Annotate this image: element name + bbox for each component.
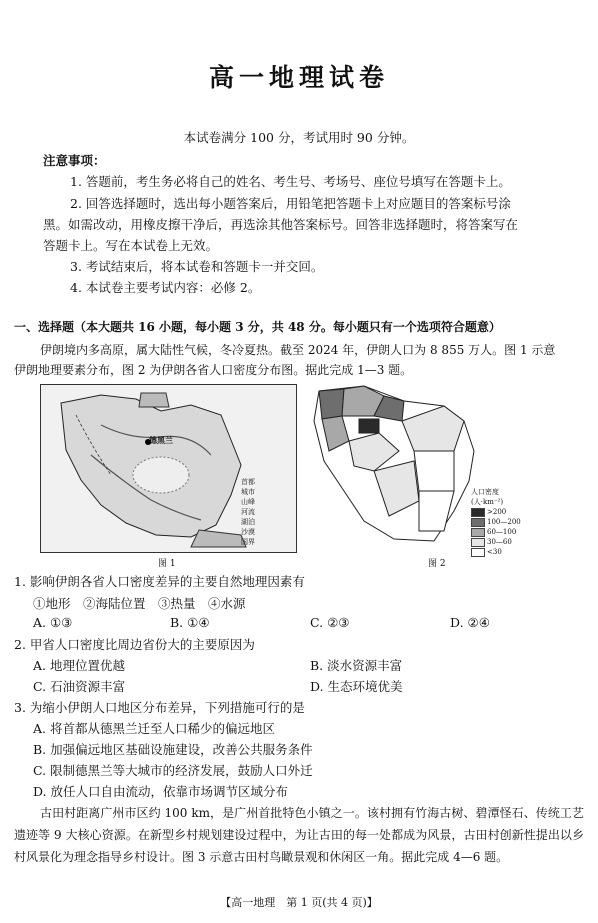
legend-item: 国界 xyxy=(241,538,255,546)
legend-item: 首都 xyxy=(241,478,255,486)
figure-2-legend xyxy=(471,487,521,557)
notice-line-4: 4. 本试卷主要考试内容：必修 2。 xyxy=(70,280,261,295)
legend-swatch xyxy=(471,548,485,557)
page-title: 高一地理试卷 xyxy=(208,63,389,92)
question-1-option-d: D. ②④ xyxy=(450,615,490,630)
question-1-option-b: B. ①④ xyxy=(170,615,210,630)
legend-item: <30 xyxy=(471,547,521,557)
question-3-stem: 3. 为缩小伊朗人口地区分布差异，下列措施可行的是 xyxy=(14,700,305,715)
question-3-option-b: B. 加强偏远地区基础设施建设，改善公共服务条件 xyxy=(33,742,313,757)
question-2-option-d: D. 生态环境优美 xyxy=(310,679,403,694)
figure-1-caption: 图 1 xyxy=(158,559,176,569)
exam-intro: 本试卷满分 100 分，考试用时 90 分钟。 xyxy=(183,130,415,145)
legend-swatch xyxy=(471,508,485,517)
legend-swatch xyxy=(471,538,485,547)
notice-heading: 注意事项： xyxy=(43,153,106,168)
passage-2: 古田村距离广州市区约 100 km，是广州首批特色小镇之一。该村拥有竹海古树、碧潭怪石、传统工艺遗迹等 9 大核心资源。在新型乡村规划建设过程中，为让古田的每一处都成为风景，古田村创新性提出以乡村风景化为理念指导乡村设计。图 3 示意古田村鸟瞰景观和休闲区一角。据此完成 4—6 题。 xyxy=(14,806,584,864)
question-2-option-c: C. 石油资源丰富 xyxy=(33,679,126,694)
question-1-stem: 1. 影响伊朗各省人口密度差异的主要自然地理因素有 xyxy=(14,574,305,589)
figure-1-legend xyxy=(241,477,255,547)
question-3-option-d: D. 放任人口自由流动，依靠市场调节区域分布 xyxy=(33,784,289,799)
notice-line-1: 1. 答题前，考生务必将自己的姓名、考生号、考场号、座位号填写在答题卡上。 xyxy=(70,174,511,189)
legend-swatch xyxy=(471,518,485,527)
question-2-option-b: B. 淡水资源丰富 xyxy=(310,658,403,673)
legend-item: >200 xyxy=(471,507,521,517)
question-3-option-c: C. 限制德黑兰等大城市的经济发展，鼓励人口外迁 xyxy=(33,763,313,778)
question-1-option-a: A. ①③ xyxy=(33,615,73,630)
legend-item: 沙漠 xyxy=(241,528,255,536)
passage-1-line-1: 伊朗境内多高原，属大陆性气候，冬冷夏热。截至 2024 年，伊朗人口为 8 855 万人。图 1 示意 xyxy=(40,343,556,357)
question-1-items: ①地形 ②海陆位置 ③热量 ④水源 xyxy=(33,596,246,611)
question-2-option-a: A. 地理位置优越 xyxy=(33,658,125,673)
figure-2-caption: 图 2 xyxy=(428,559,446,569)
legend-swatch xyxy=(471,528,485,537)
legend-item: 100—200 xyxy=(471,517,521,527)
capital-label: 德黑兰 xyxy=(149,435,173,445)
notice-line-2c: 答题卡上。写在本试卷上无效。 xyxy=(43,238,219,253)
question-1-option-c: C. ②③ xyxy=(310,615,350,630)
iran-terrain-map xyxy=(41,385,296,552)
legend-item: 城市 xyxy=(241,488,255,496)
section-heading: 一、选择题（本大题共 16 小题，每小题 3 分，共 48 分。每小题只有一个选项符合题意） xyxy=(14,320,501,334)
question-3-option-a: A. 将首都从德黑兰迁至人口稀少的偏远地区 xyxy=(33,721,275,736)
legend-item: 山峰 xyxy=(241,498,255,506)
legend-item: 60—100 xyxy=(471,527,521,537)
notice-line-3: 3. 考试结束后，将本试卷和答题卡一并交回。 xyxy=(70,259,324,274)
figure-1-map xyxy=(40,384,297,553)
notice-line-2b: 黑。如需改动，用橡皮擦干净后，再选涂其他答案标号。回答非选择题时，将答案写在 xyxy=(43,217,519,232)
question-2-stem: 2. 甲省人口密度比周边省份大的主要原因为 xyxy=(14,637,255,652)
page-footer: 【高一地理 第 1 页(共 4 页)】 xyxy=(220,896,378,909)
legend-title: 人口密度 xyxy=(471,488,499,496)
passage-1-line-2: 伊朗地理要素分布，图 2 为伊朗各省人口密度分布图。据此完成 1—3 题。 xyxy=(14,363,413,377)
legend-item: 30—60 xyxy=(471,537,521,547)
legend-unit: (人·km⁻²) xyxy=(471,498,504,506)
legend-item: 河流 xyxy=(241,508,255,516)
legend-item: 湖泊 xyxy=(241,518,255,526)
figure-2-map xyxy=(304,381,549,556)
notice-line-2a: 2. 回答选择题时，选出每小题答案后，用铅笔把答题卡上对应题目的答案标号涂 xyxy=(70,196,511,211)
